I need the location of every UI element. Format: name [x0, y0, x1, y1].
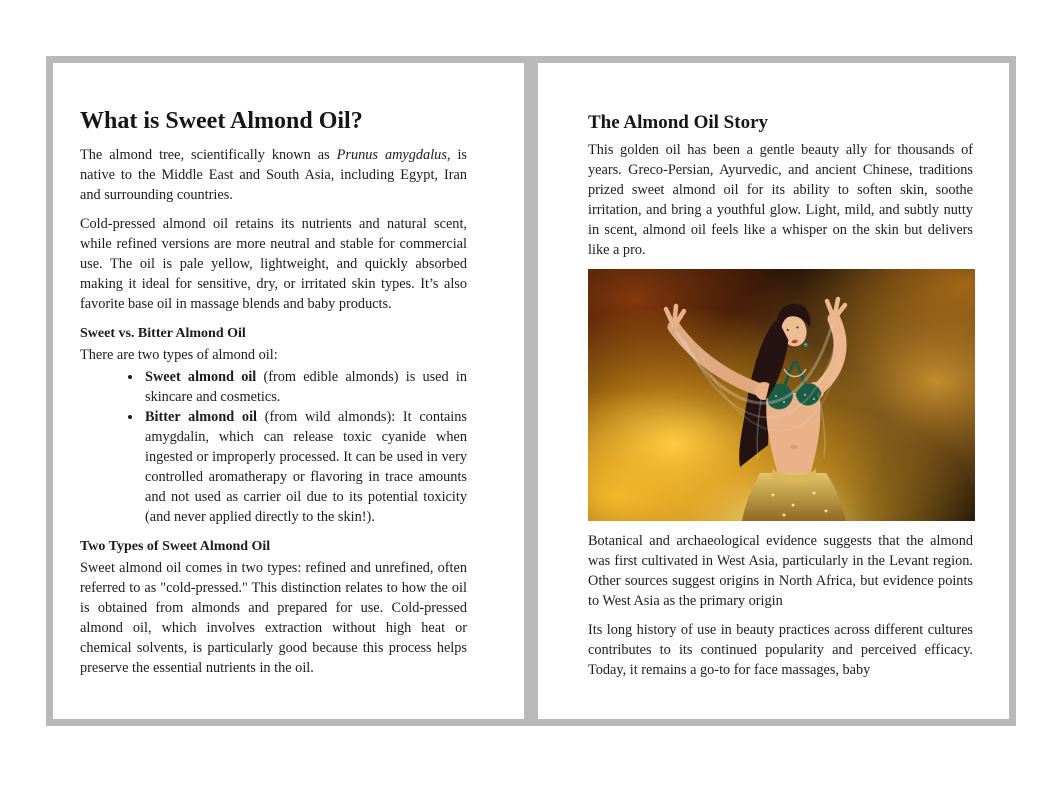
bullet-bold-lead: Sweet almond oil — [145, 368, 257, 385]
subheading-sweet-vs-bitter: Sweet vs. Bitter Almond Oil — [80, 325, 246, 341]
paragraph-almond-tree — [80, 145, 467, 205]
dancer-photo-art — [588, 269, 975, 521]
paragraph-cold-pressed: Cold-pressed almond oil retains its nutrients and natural scent, while refined versions are more neutral and stable for commercial use. The oil is pale yellow, lightweight, and quickly absorbed making it ideal for sensitive, dry, or irritated skin types. It’s also favorite base oil in massage blends and baby products. — [80, 215, 467, 312]
bullet-list — [80, 367, 467, 527]
paragraph-refined-unrefined: Sweet almond oil comes in two types: refined and unrefined, often referred to as "cold-pressed." This distinction relates to how the oil is obtained from almonds and prepared for use. Cold-pressed almond oil, which involves extraction without high heat or chemical solvents, is particularly good because this process helps preserve the essential nutrients in the oil. — [80, 559, 467, 676]
paragraph-botanical-evidence: Botanical and archaeological evidence suggests that the almond was first cultivated in West Asia, particularly in the Levant region. Other sources suggest origins in North Africa, but evidence points to West Asia as the primary origin — [588, 532, 973, 609]
list-item-sweet-almond-oil — [143, 367, 467, 407]
page-right-title: The Almond Oil Story — [588, 112, 768, 133]
page-right-content — [538, 63, 1009, 680]
paragraph-golden-oil: This golden oil has been a gentle beauty ally for thousands of years. Greco-Persian, Ayurvedic, and ancient Chinese, traditions prized sweet almond oil for its ability to soften skin, soothe irritation, and bring a youthful glow. Light, mild, and subtly nutty in scent, almond oil feels like a whisper on the skin but delivers like a pro. — [588, 141, 973, 258]
page-left — [46, 56, 531, 726]
bullet-text: (from edible almonds) is used in skincare and cosmetics. — [145, 368, 467, 405]
text-run: The almond tree, scientifically known as — [80, 146, 337, 163]
page-left-title: What is Sweet Almond Oil? — [80, 108, 363, 134]
text-run: , is native to the Middle East and South Asia, including Egypt, Iran and surrounding countries. — [80, 146, 467, 203]
paragraph-long-history: Its long history of use in beauty practices across different cultures contributes to its continued popularity and perceived efficacy. Today, it remains a go-to for face massages, baby — [588, 621, 973, 678]
bullet-text: (from wild almonds): It contains amygdalin, which can release toxic cyanide when ingested or improperly processed. It can be used in very controlled aromatherapy or flavoring in trace amounts and not used as carrier oil due to its potential toxicity (and never applied directly to the skin!). — [145, 408, 467, 525]
lead-in-two-types: There are two types of almond oil: — [80, 346, 278, 363]
species-name-italic: Prunus amygdalus — [336, 146, 447, 163]
two-page-spread — [46, 56, 1016, 726]
dancer-photo — [588, 269, 975, 521]
bullet-bold-lead: Bitter almond oil — [145, 408, 258, 425]
page-right — [531, 56, 1016, 726]
subheading-two-types: Two Types of Sweet Almond Oil — [80, 538, 271, 554]
list-item-bitter-almond-oil — [143, 407, 467, 527]
page-left-content — [53, 63, 524, 678]
